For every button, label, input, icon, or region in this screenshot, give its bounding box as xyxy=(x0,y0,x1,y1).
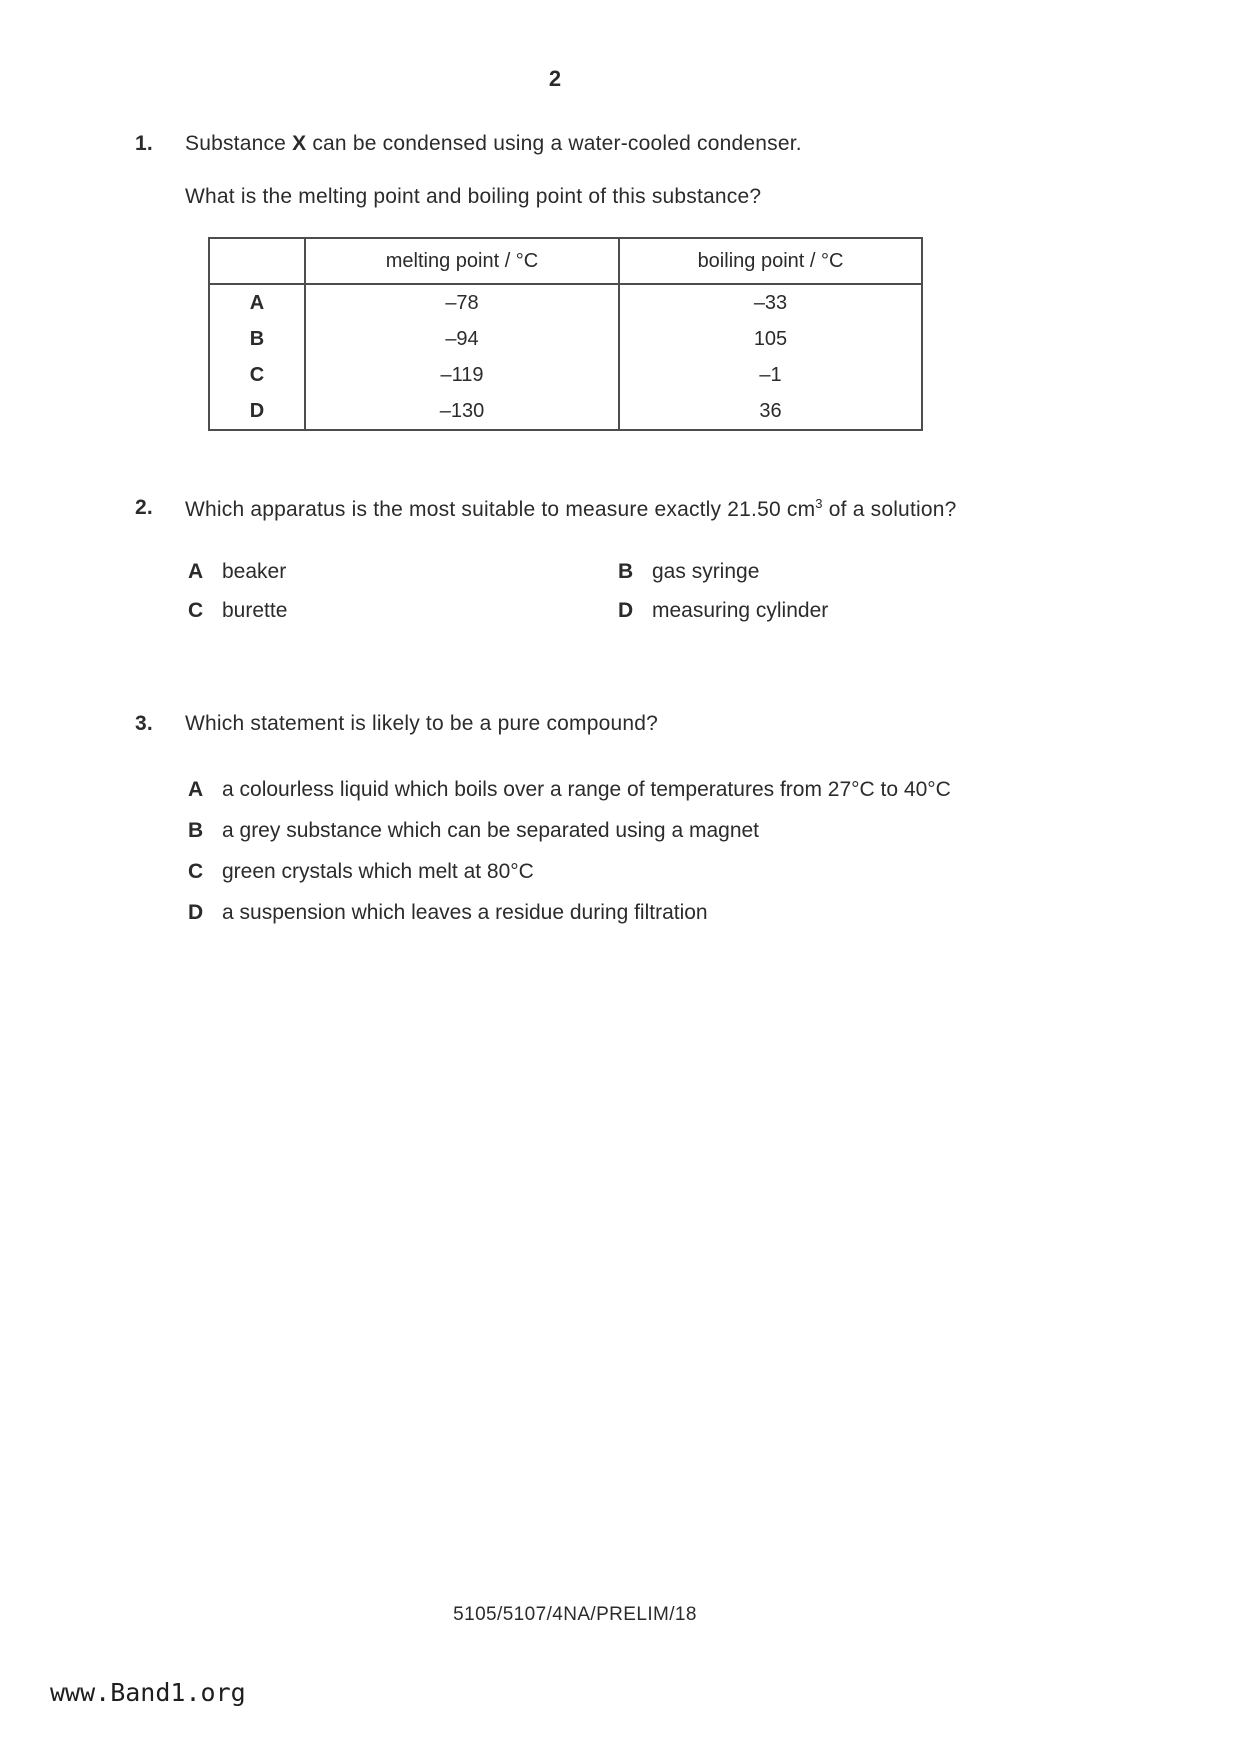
melting-boiling-table xyxy=(208,237,923,431)
melting-value: –130 xyxy=(305,393,619,430)
row-label: B xyxy=(249,327,265,350)
option-letter: D xyxy=(618,599,634,622)
question-1-substance-x: X xyxy=(292,132,307,155)
question-1-subtext xyxy=(185,185,761,209)
melting-value: –78 xyxy=(305,284,619,321)
question-3-options xyxy=(188,778,951,942)
page-number: 2 xyxy=(548,66,562,91)
option-a xyxy=(188,778,951,802)
boiling-value: –33 xyxy=(619,284,922,321)
table-row xyxy=(209,393,922,430)
option-text: beaker xyxy=(222,560,287,583)
option-letter: B xyxy=(618,560,634,583)
option-text: a suspension which leaves a residue during filtration xyxy=(222,901,708,924)
site-watermark: www.Band1.org xyxy=(50,1678,246,1707)
melting-value: –119 xyxy=(305,357,619,393)
table-row xyxy=(209,284,922,321)
table-header-row xyxy=(209,238,922,284)
question-1-text-pre: Substance xyxy=(185,132,293,155)
option-d xyxy=(188,901,951,925)
row-label: C xyxy=(249,363,265,386)
option-a xyxy=(188,560,618,584)
question-3-text: Which statement is likely to be a pure compound? xyxy=(185,712,659,735)
option-text: green crystals which melt at 80°C xyxy=(222,860,534,883)
question-1-number: 1. xyxy=(135,132,153,155)
option-letter: C xyxy=(188,860,204,883)
option-b xyxy=(188,819,951,843)
row-label: A xyxy=(249,291,265,314)
boiling-value: –1 xyxy=(619,357,922,393)
question-1-text-post: can be condensed using a water-cooled condenser. xyxy=(306,132,802,155)
option-text: burette xyxy=(222,599,288,622)
option-text: a colourless liquid which boils over a range of temperatures from 27°C to 40°C xyxy=(222,778,951,801)
option-text: measuring cylinder xyxy=(652,599,829,622)
row-label: D xyxy=(249,399,265,422)
option-letter: D xyxy=(188,901,204,924)
option-letter: B xyxy=(188,819,204,842)
question-2-number: 2. xyxy=(135,496,153,519)
option-letter: A xyxy=(188,778,204,801)
melting-value: –94 xyxy=(305,321,619,357)
question-2-options xyxy=(188,560,828,623)
question-2-text-post: of a solution? xyxy=(822,498,957,521)
question-1-subtext-label: What is the melting point and boiling point of this substance? xyxy=(185,185,762,208)
question-2 xyxy=(135,496,956,522)
table-row xyxy=(209,321,922,357)
boiling-point-header: boiling point / °C xyxy=(619,238,922,284)
option-text: gas syringe xyxy=(652,560,760,583)
option-c xyxy=(188,860,951,884)
question-1 xyxy=(135,132,802,156)
question-1-text xyxy=(185,132,802,156)
question-2-text-pre: Which apparatus is the most suitable to measure exactly 21.50 cm xyxy=(185,498,816,521)
option-b xyxy=(618,560,828,584)
question-3-number: 3. xyxy=(135,712,153,735)
option-d xyxy=(618,599,828,623)
table-row xyxy=(209,357,922,393)
option-c xyxy=(188,599,618,623)
question-3 xyxy=(135,712,658,736)
paper-reference-code: 5105/5107/4NA/PRELIM/18 xyxy=(453,1604,697,1625)
option-letter: C xyxy=(188,599,204,622)
melting-point-header: melting point / °C xyxy=(305,238,619,284)
boiling-value: 36 xyxy=(619,393,922,430)
question-2-text xyxy=(185,496,956,522)
option-text: a grey substance which can be separated using a magnet xyxy=(222,819,760,842)
option-letter: A xyxy=(188,560,204,583)
table-corner-cell xyxy=(209,238,305,284)
question-2-superscript: 3 xyxy=(815,496,823,511)
boiling-value: 105 xyxy=(619,321,922,357)
